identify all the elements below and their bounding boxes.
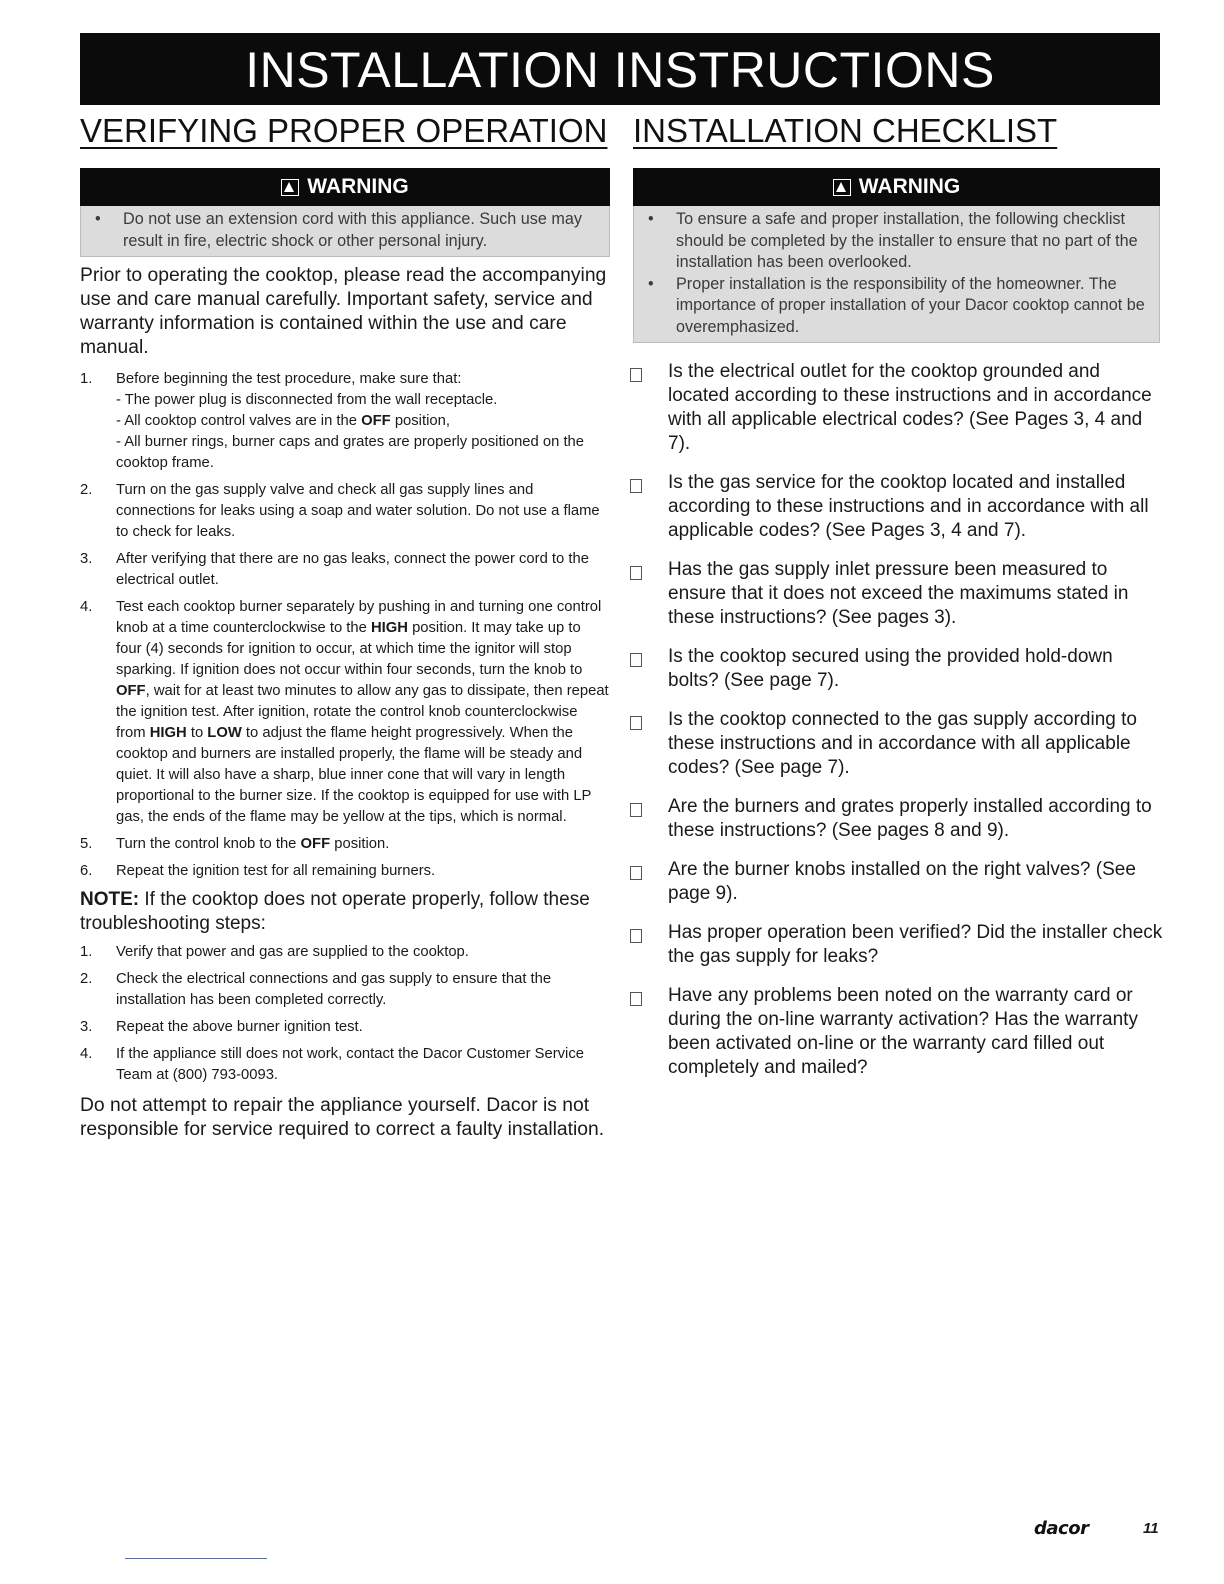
checklist-item-text: Is the cooktop connected to the gas supply according to these instructions and in accordance with all applicable codes? (See page 7). bbox=[668, 709, 1137, 778]
item-text: If the appliance still does not work, contact the Dacor Customer Service Team at (800) 793-0093. bbox=[116, 1046, 584, 1083]
checkbox-icon bbox=[630, 921, 668, 969]
checkbox-square bbox=[630, 866, 642, 880]
item-text: Before beginning the test procedure, make sure that: - The power plug is disconnected from the wall receptacle. - All cooktop control valves are in the OFF position, - All burner rings, burner caps and grates are properly positioned on the cooktop frame. bbox=[116, 369, 610, 474]
checkbox-icon bbox=[630, 645, 668, 693]
left-section-heading: VERIFYING PROPER OPERATION bbox=[80, 112, 608, 149]
dacor-logo: dacor bbox=[1034, 1518, 1089, 1539]
checkbox-square bbox=[630, 479, 642, 493]
note-text: If the cooktop does not operate properly, follow these troubleshooting steps: bbox=[80, 889, 590, 934]
warning-bullet bbox=[95, 209, 599, 252]
item-text: Repeat the above burner ignition test. bbox=[116, 1019, 363, 1035]
checklist-item bbox=[630, 984, 1165, 1080]
item-text: Turn the control knob to the OFF position. bbox=[116, 836, 390, 852]
right-section-heading: INSTALLATION CHECKLIST bbox=[633, 112, 1058, 149]
item-number: 1. bbox=[80, 944, 93, 960]
checklist-item-text: Has the gas supply inlet pressure been measured to ensure that it does not exceed the maximums stated in these instructions? (See pages 3). bbox=[668, 559, 1129, 628]
warning-title: WARNING bbox=[858, 175, 961, 198]
checkbox-icon bbox=[630, 795, 668, 843]
item-number: 3. bbox=[80, 551, 93, 567]
sub-item-text: - All burner rings, burner caps and grates are properly positioned on the cooktop frame. bbox=[116, 434, 585, 471]
warning-body bbox=[80, 206, 610, 257]
item-number: 2. bbox=[80, 971, 93, 987]
list-item bbox=[80, 369, 610, 474]
bullet-icon: • bbox=[648, 210, 654, 228]
bullet-icon: • bbox=[95, 210, 101, 228]
checkbox-square bbox=[630, 653, 642, 667]
checklist-item bbox=[630, 795, 1165, 843]
checklist-item bbox=[630, 921, 1165, 969]
intro-paragraph: Prior to operating the cooktop, please read the accompanying use and care manual carefully. Important safety, service and warranty information is contained within the use and care manual. bbox=[80, 265, 607, 358]
checkbox-square bbox=[630, 803, 642, 817]
test-steps-list bbox=[80, 369, 610, 882]
warning-bullet bbox=[648, 274, 1149, 339]
checkbox-icon bbox=[630, 708, 668, 780]
checklist-item bbox=[630, 708, 1165, 780]
list-item bbox=[80, 1044, 610, 1086]
item-number: 1. bbox=[80, 371, 93, 387]
item-number: 3. bbox=[80, 1019, 93, 1035]
footer-rule bbox=[125, 1558, 267, 1559]
item-number: 4. bbox=[80, 599, 93, 615]
checkbox-icon bbox=[630, 471, 668, 543]
note-paragraph bbox=[80, 888, 610, 936]
warning-body bbox=[633, 206, 1160, 343]
list-item bbox=[80, 969, 610, 1011]
checklist-item bbox=[630, 645, 1165, 693]
warning-bullet-text: To ensure a safe and proper installation, the following checklist should be completed by the installer to ensure that no part of the installation has been overlooked. bbox=[676, 210, 1138, 271]
item-text: Turn on the gas supply valve and check all gas supply lines and connections for leaks using a soap and water solution. Do not use a flame to check for leaks. bbox=[116, 482, 600, 540]
page-number: 11 bbox=[1143, 1520, 1159, 1537]
warning-bullet bbox=[648, 209, 1149, 274]
checkbox-square bbox=[630, 992, 642, 1006]
warning-bullet-text: Do not use an extension cord with this appliance. Such use may result in fire, electric shock or other personal injury. bbox=[123, 210, 582, 250]
page-banner: INSTALLATION INSTRUCTIONS bbox=[80, 33, 1160, 105]
list-item bbox=[80, 549, 610, 591]
item-number: 6. bbox=[80, 863, 93, 879]
warning-box-right bbox=[633, 168, 1160, 343]
checkbox-square bbox=[630, 929, 642, 943]
checkbox-square bbox=[630, 368, 642, 382]
item-text: Test each cooktop burner separately by pushing in and turning one control knob at a time counterclockwise to the HIGH position. It may take up to four (4) seconds for ignition to occur, at which time the ignitor will stop sparking. If ignition does not occur within four seconds, turn the knob to OFF, wait for at least two minutes to allow any gas to dissipate, then repeat the ignition test. After ignition, rotate the control knob counterclockwise from HIGH to LOW to adjust the flame height progressively. When the cooktop and burners are installed properly, the flame will be steady and quiet. It will also have a sharp, blue inner cone that will vary in length proportional to the burner size. If the cooktop is equipped for use with LP gas, the ends of the flame may be yellow at the tips, which is normal. bbox=[116, 599, 609, 825]
checklist-item bbox=[630, 558, 1165, 630]
checklist-item-text: Are the burners and grates properly installed according to these instructions? (See pages 8 and 9). bbox=[668, 796, 1152, 841]
item-text: Repeat the ignition test for all remaining burners. bbox=[116, 863, 436, 879]
warning-header bbox=[633, 168, 1160, 206]
warning-triangle-icon bbox=[833, 179, 851, 196]
checklist-item-text: Has proper operation been verified? Did the installer check the gas supply for leaks? bbox=[668, 922, 1163, 967]
checklist-item bbox=[630, 858, 1165, 906]
list-item bbox=[80, 1017, 610, 1038]
warning-triangle-icon bbox=[281, 179, 299, 196]
list-item bbox=[80, 942, 610, 963]
checkbox-icon bbox=[630, 984, 668, 1080]
item-text: After verifying that there are no gas leaks, connect the power cord to the electrical outlet. bbox=[116, 551, 589, 588]
troubleshooting-list bbox=[80, 942, 610, 1086]
item-text: Verify that power and gas are supplied to the cooktop. bbox=[116, 944, 469, 960]
checklist-item bbox=[630, 471, 1165, 543]
checkbox-icon bbox=[630, 858, 668, 906]
checklist-item-text: Are the burner knobs installed on the right valves? (See page 9). bbox=[668, 859, 1136, 904]
warning-bullet-text: Proper installation is the responsibility of the homeowner. The importance of proper installation of your Dacor cooktop cannot be overemphasized. bbox=[676, 274, 1145, 336]
item-number: 2. bbox=[80, 482, 93, 498]
closing-paragraph: Do not attempt to repair the appliance yourself. Dacor is not responsible for service required to correct a faulty installation. bbox=[80, 1095, 605, 1140]
checklist-item-text: Is the cooktop secured using the provided hold-down bolts? (See page 7). bbox=[668, 646, 1113, 691]
warning-title: WARNING bbox=[307, 175, 409, 198]
warning-box-left bbox=[80, 168, 610, 257]
checklist-item bbox=[630, 360, 1165, 456]
list-item bbox=[80, 834, 610, 855]
checkbox-square bbox=[630, 716, 642, 730]
verifying-operation-column bbox=[80, 264, 610, 1151]
warning-header bbox=[80, 168, 610, 206]
list-item bbox=[80, 861, 610, 882]
installation-checklist bbox=[630, 360, 1165, 1095]
checkbox-icon bbox=[630, 360, 668, 456]
list-item bbox=[80, 480, 610, 543]
checklist-item-text: Is the gas service for the cooktop located and installed according to these instructions and in accordance with all applicable codes? (See Pages 3, 4 and 7). bbox=[668, 472, 1149, 541]
checkbox-square bbox=[630, 566, 642, 580]
note-label: NOTE: bbox=[80, 889, 140, 910]
item-text: Check the electrical connections and gas supply to ensure that the installation has been completed correctly. bbox=[116, 971, 552, 1008]
bullet-icon: • bbox=[648, 274, 654, 293]
item-number: 5. bbox=[80, 836, 93, 852]
item-number: 4. bbox=[80, 1046, 93, 1062]
sub-item-text: - The power plug is disconnected from the wall receptacle. bbox=[116, 392, 498, 408]
checklist-item-text: Have any problems been noted on the warranty card or during the on-line warranty activation? Has the warranty been activated on-line or the warranty card filled out completely and mailed? bbox=[668, 985, 1138, 1078]
checklist-item-text: Is the electrical outlet for the cooktop grounded and located according to these instructions and in accordance with all applicable electrical codes? (See Pages 3, 4 and 7). bbox=[668, 361, 1152, 454]
sub-item-text: - All cooktop control valves are in the OFF position, bbox=[116, 413, 450, 429]
list-item bbox=[80, 597, 610, 828]
checkbox-icon bbox=[630, 558, 668, 630]
